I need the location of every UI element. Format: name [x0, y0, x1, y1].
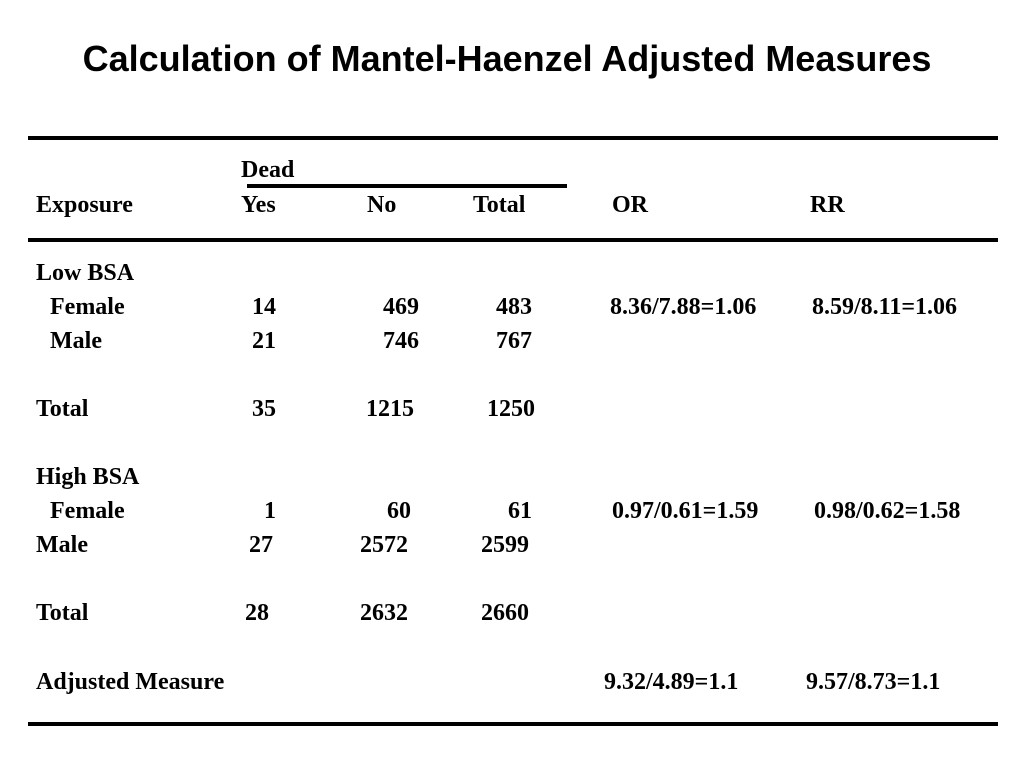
high-total-total: 2660 — [481, 600, 529, 626]
high-female-label: Female — [50, 498, 125, 524]
header-rule — [28, 238, 998, 242]
header-exposure: Exposure — [36, 192, 133, 218]
high-female-or: 0.97/0.61=1.59 — [612, 498, 759, 524]
header-no: No — [367, 192, 397, 218]
low-female-yes: 14 — [252, 294, 276, 320]
header-yes: Yes — [241, 192, 276, 218]
low-male-no: 746 — [383, 328, 419, 354]
low-female-label: Female — [50, 294, 125, 320]
low-male-total: 767 — [496, 328, 532, 354]
page-title: Calculation of Mantel-Haenzel Adjusted Measures — [82, 38, 932, 79]
high-total-label: Total — [36, 600, 89, 626]
high-male-total: 2599 — [481, 532, 529, 558]
low-female-total: 483 — [496, 294, 532, 320]
low-total-no: 1215 — [366, 396, 414, 422]
high-female-total: 61 — [508, 498, 532, 524]
bottom-rule — [28, 722, 998, 726]
header-or: OR — [612, 192, 648, 218]
top-rule — [28, 136, 998, 140]
high-total-yes: 28 — [245, 600, 269, 626]
high-bsa-label: High BSA — [36, 464, 140, 490]
adjusted-label: Adjusted Measure — [36, 669, 225, 695]
low-bsa-label: Low BSA — [36, 260, 135, 286]
low-male-yes: 21 — [252, 328, 276, 354]
header-rr: RR — [810, 192, 845, 218]
dead-underline — [247, 184, 567, 188]
high-female-yes: 1 — [264, 498, 276, 524]
low-female-or: 8.36/7.88=1.06 — [610, 294, 757, 320]
header-total: Total — [473, 192, 526, 218]
low-male-label: Male — [50, 328, 102, 354]
low-female-rr: 8.59/8.11=1.06 — [812, 294, 958, 320]
adjusted-rr: 9.57/8.73=1.1 — [806, 669, 941, 695]
high-total-no: 2632 — [360, 600, 408, 626]
high-male-yes: 27 — [249, 532, 273, 558]
high-male-no: 2572 — [360, 532, 408, 558]
low-female-no: 469 — [383, 294, 419, 320]
header-dead: Dead — [241, 157, 295, 183]
low-total-yes: 35 — [252, 396, 276, 422]
high-female-no: 60 — [387, 498, 411, 524]
high-male-label: Male — [36, 532, 88, 558]
low-total-total: 1250 — [487, 396, 535, 422]
high-female-rr: 0.98/0.62=1.58 — [814, 498, 961, 524]
low-total-label: Total — [36, 396, 89, 422]
adjusted-or: 9.32/4.89=1.1 — [604, 669, 739, 695]
